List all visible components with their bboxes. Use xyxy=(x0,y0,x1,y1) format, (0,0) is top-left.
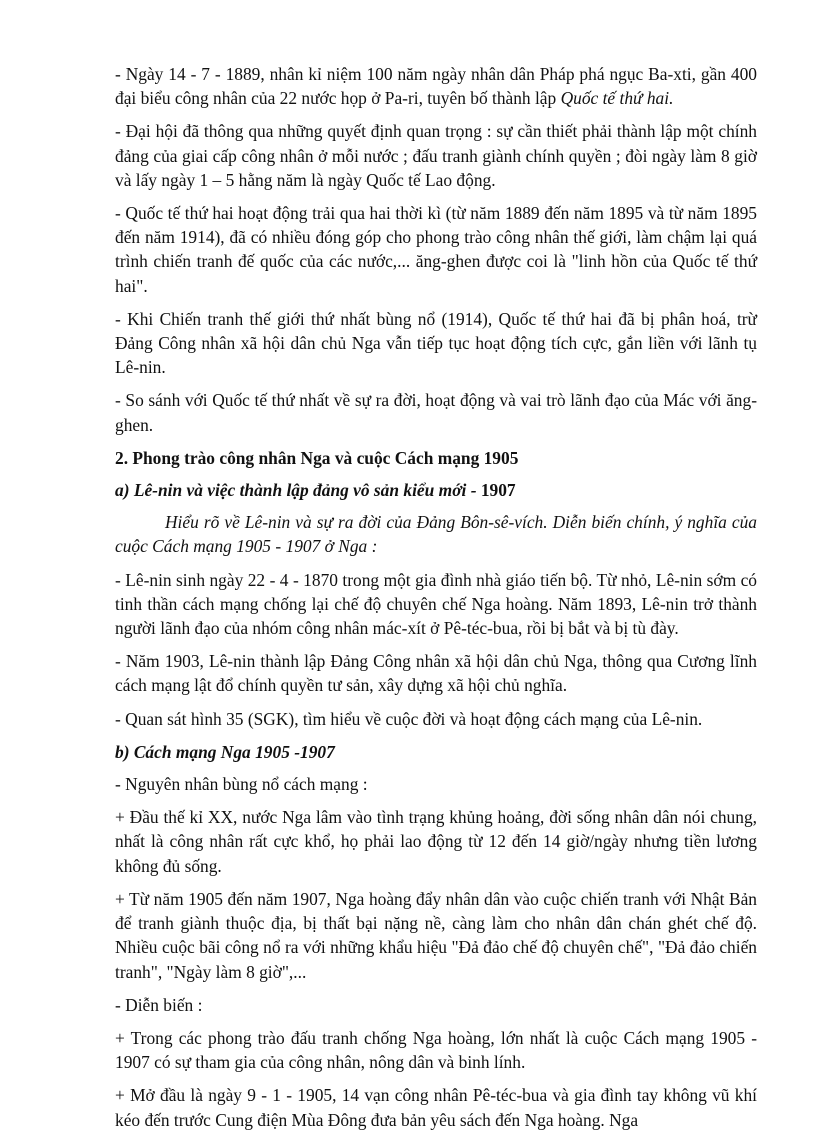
paragraph: - Quốc tế thứ hai hoạt động trải qua hai thời kì (từ năm 1889 đến năm 1895 và từ năm 1895 đến năm 1914), đã có nhiều đóng góp cho phong trào công nhân thế giới, làm chậm lại quá trình chiến tranh đế quốc của các nước,... ăng-ghen được coi là "linh hồn của Quốc tế thứ hai". xyxy=(115,203,757,296)
paragraph: - So sánh với Quốc tế thứ nhất về sự ra đời, hoạt động và vai trò lãnh đạo của Mác với ăng-ghen. xyxy=(115,390,757,435)
document-page xyxy=(115,62,757,1141)
paragraph-text: - Ngày 14 - 7 - 1889, nhân kỉ niệm 100 năm ngày nhân dân Pháp phá ngục Ba-xti, gần 400 đại biểu công nhân của 22 nước họp ở Pa-ri, tuyên bố thành lập xyxy=(115,64,757,109)
paragraph: - Đại hội đã thông qua những quyết định quan trọng : sự cần thiết phải thành lập một chính đảng của giai cấp công nhân ở mỗi nước ; đấu tranh giành chính quyền ; đòi ngày làm 8 giờ và lấy ngày 1 – 5 hằng năm là ngày Quốc tế Lao động. xyxy=(115,121,757,190)
section-intro: Hiểu rõ về Lê-nin và sự ra đời của Đảng Bôn-sê-vích. Diễn biến chính, ý nghĩa của cuộc Cách mạng 1905 - 1907 ở Nga : xyxy=(115,512,757,557)
italic-term: Quốc tế thứ hai. xyxy=(560,88,674,109)
subsection-heading-a xyxy=(115,478,757,502)
paragraph: + Trong các phong trào đấu tranh chống Nga hoàng, lớn nhất là cuộc Cách mạng 1905 - 1907 có sự tham gia của công nhân, nông dân và binh lính. xyxy=(115,1027,757,1073)
paragraph: - Lê-nin sinh ngày 22 - 4 - 1870 trong một gia đình nhà giáo tiến bộ. Từ nhỏ, Lê-nin sớm có tinh thần cách mạng chống lại chế độ chuyên chế Nga hoàng. Năm 1893, Lê-nin trở thành người lãnh đạo của nhóm công nhân mác-xít ở Pê-téc-bua, rồi bị bắt và bị tù đày. xyxy=(115,569,757,639)
paragraph: + Đầu thế kỉ XX, nước Nga lâm vào tình trạng khủng hoảng, đời sống nhân dân nói chung, nhất là công nhân rất cực khổ, họ phải lao động từ 12 đến 14 giờ/ngày nhưng tiền lương không đủ sống. xyxy=(115,807,757,876)
paragraph: - Khi Chiến tranh thế giới thứ nhất bùng nổ (1914), Quốc tế thứ hai đã bị phân hoá, trừ Đảng Công nhân xã hội dân chủ Nga vẫn tiếp tục hoạt động tích cực, gắn liền với lãnh tụ Lê-nin. xyxy=(115,308,757,378)
paragraph: + Từ năm 1905 đến năm 1907, Nga hoàng đẩy nhân dân vào cuộc chiến tranh với Nhật Bản để tranh giành thuộc địa, bị thất bại nặng nề, càng làm cho nhân dân chán ghét chế độ. Nhiều cuộc bãi công nổ ra với những khẩu hiệu "Đả đảo chế độ chuyên chế", "Đả đảo chiến tranh", "Ngày làm 8 giờ",... xyxy=(115,888,757,982)
subsection-heading-b: b) Cách mạng Nga 1905 -1907 xyxy=(115,741,335,762)
paragraph: - Năm 1903, Lê-nin thành lập Đảng Công nhân xã hội dân chủ Nga, thông qua Cương lĩnh cách mạng lật đổ chính quyền tư sản, xây dựng xã hội chủ nghĩa. xyxy=(115,651,757,696)
paragraph: + Mở đầu là ngày 9 - 1 - 1905, 14 vạn công nhân Pê-téc-bua và gia đình tay không vũ khí kéo đến trước Cung điện Mùa Đông đưa bản yêu sách đến Nga hoàng. Nga xyxy=(115,1085,757,1130)
subsection-year: 1907 xyxy=(480,480,516,501)
paragraph xyxy=(115,62,757,110)
paragraph: - Quan sát hình 35 (SGK), tìm hiểu về cuộc đời và hoạt động cách mạng của Lê-nin. xyxy=(115,708,703,729)
subsection-label: a) Lê-nin và việc thành lập đảng vô sản kiểu mới - xyxy=(115,480,481,501)
paragraph: - Nguyên nhân bùng nổ cách mạng : xyxy=(115,774,368,795)
section-heading: 2. Phong trào công nhân Nga và cuộc Cách mạng 1905 xyxy=(115,447,519,468)
paragraph: - Diễn biến : xyxy=(115,994,203,1015)
